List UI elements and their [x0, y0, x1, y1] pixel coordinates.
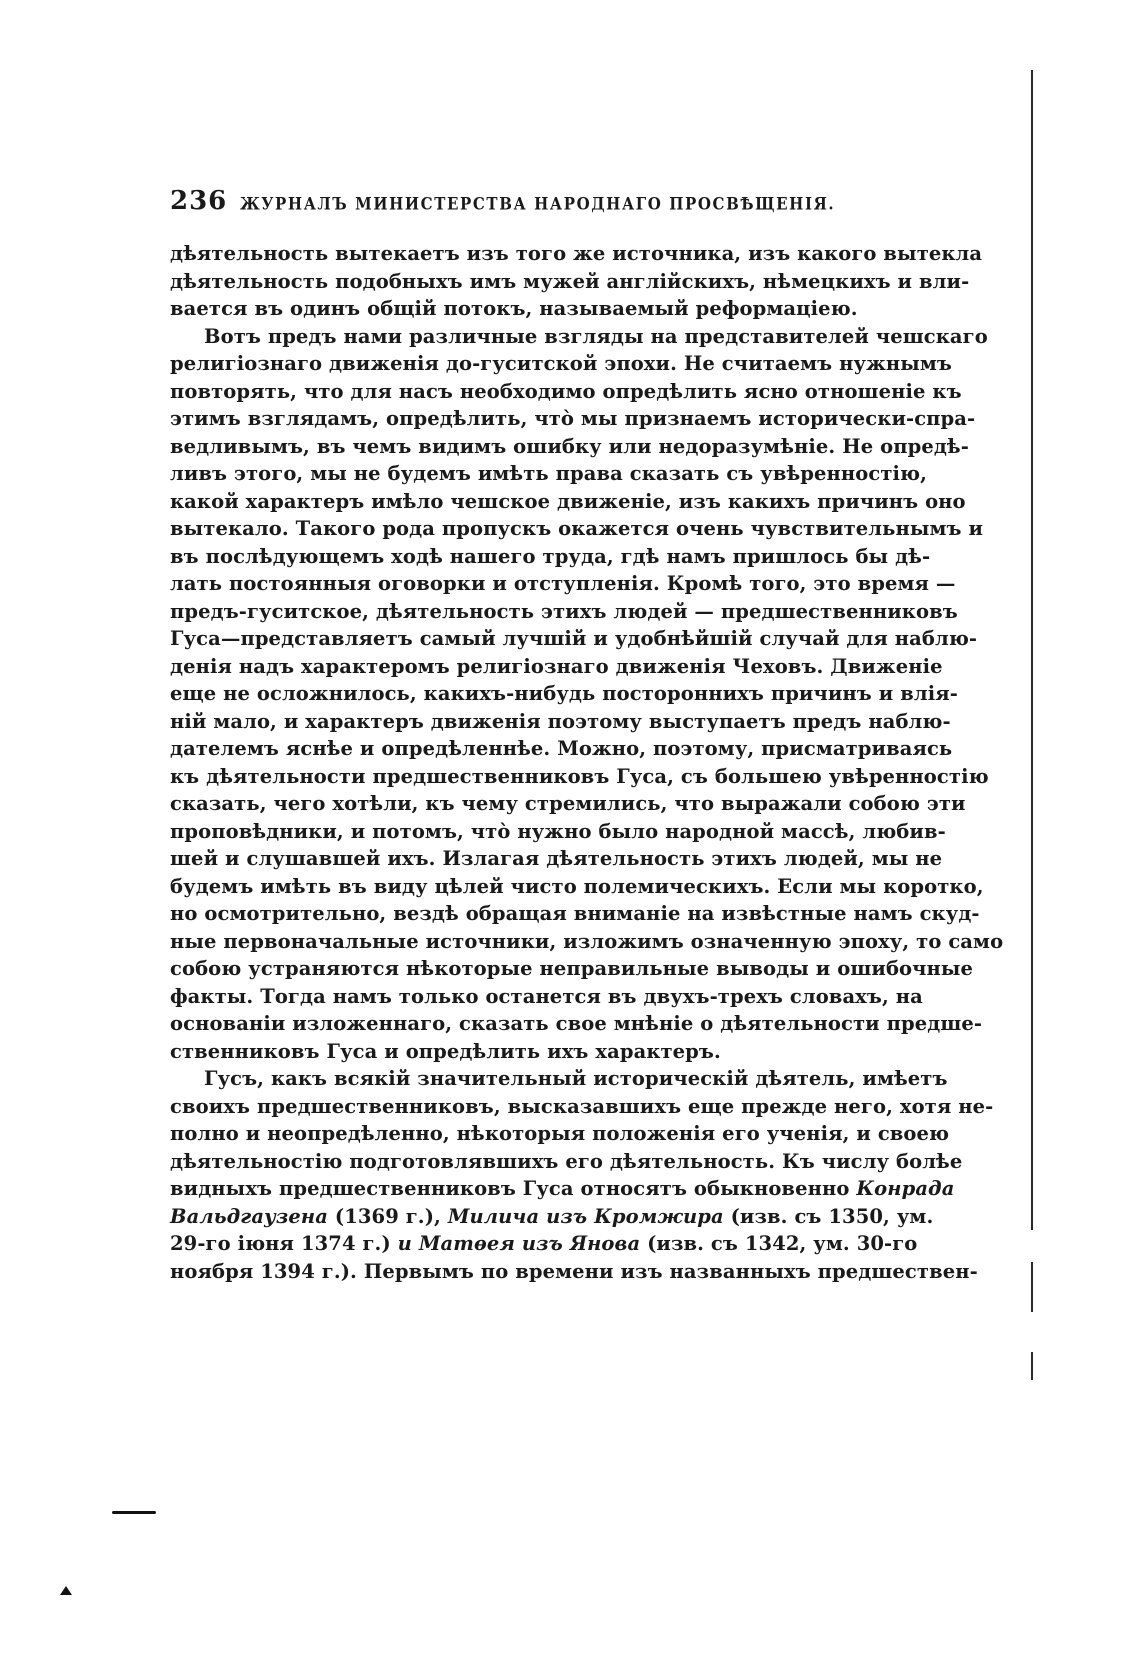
text-line: шей и слушавшей ихъ. Излагая дѣятельность этихъ людей, мы не	[170, 847, 943, 870]
text-fragment: (изв. съ 1350, ум.	[723, 1204, 934, 1228]
text-line: основаніи изложеннаго, сказать свое мнѣніе о дѣятельности предше-	[170, 1012, 983, 1035]
text-line	[170, 1175, 955, 1203]
text-line: еще не осложнилось, какихъ-нибудь постороннихъ причинъ и влія-	[170, 682, 958, 705]
text-line	[170, 1203, 934, 1231]
text-line: полно и неопредѣленно, нѣкоторыя положенія его ученія, и своею	[170, 1122, 950, 1145]
text-line: проповѣдники, и потомъ, что̀ нужно было народной массѣ, любив-	[170, 819, 946, 843]
name-valdgauzen: Вальдгаузена	[170, 1204, 328, 1228]
page-edge-tick	[1031, 1262, 1033, 1312]
page-header	[170, 186, 920, 216]
text-line: факты. Тогда намъ только останется въ двухъ-трехъ словахъ, на	[170, 984, 923, 1008]
text-line: какой характеръ имѣло чешское движеніе, изъ какихъ причинъ оно	[170, 489, 966, 513]
running-title: ЖУРНАЛЪ МИНИСТЕРСТВА НАРОДНАГО ПРОСВѢЩЕНІЯ.	[240, 194, 836, 214]
text-fragment: (изв. съ 1342, ум. 30-го	[640, 1232, 918, 1255]
text-line: этимъ взглядамъ, опредѣлить, что̀ мы признаемъ исторически-спра-	[170, 407, 976, 430]
text-line: ственниковъ Гуса и опредѣлить ихъ характеръ.	[170, 1039, 721, 1063]
text-line: своихъ предшественниковъ, высказавшихъ еще прежде него, хотя не-	[170, 1094, 994, 1118]
name-milic: Милича изъ Кромжира	[447, 1204, 724, 1228]
name-konrad: Конрада	[856, 1177, 955, 1200]
text-line: религіознаго движенія до-гуситской эпохи. Не считаемъ нужнымъ	[170, 352, 952, 375]
text-line: дѣятельностію подготовлявшихъ его дѣятельность. Къ числу болѣе	[170, 1149, 963, 1173]
text-line: дѣятельность вытекаетъ изъ того же источника, изъ какого вытекла	[170, 242, 983, 265]
text-line: вытекало. Такого рода пропускъ окажется очень чувствительнымъ и	[170, 517, 984, 540]
page-edge-line	[1031, 70, 1033, 1230]
text-line: къ дѣятельности предшественниковъ Гуса, съ большею увѣренностію	[170, 764, 989, 788]
text-fragment: (1369 г.),	[327, 1204, 448, 1228]
text-line: ній мало, и характеръ движенія поэтому выступаетъ предъ наблю-	[170, 709, 951, 733]
text-line: дѣятельность подобныхъ имъ мужей англійскихъ, нѣмецкихъ и вли-	[170, 269, 970, 293]
text-fragment: видныхъ предшественниковъ Гуса относятъ обыкновенно	[170, 1177, 850, 1200]
text-line: ливъ этого, мы не будемъ имѣть права сказать съ увѣренностію,	[170, 462, 928, 485]
text-line: ноября 1394 г.). Первымъ по времени изъ названныхъ предшествен-	[170, 1259, 978, 1283]
text-line: ведливымъ, въ чемъ видимъ ошибку или недоразумѣніе. Не опредѣ-	[170, 434, 969, 458]
name-matej: Матѳея изъ Янова	[418, 1232, 641, 1255]
text-fragment: 29-го іюня 1374 г.)	[170, 1232, 398, 1255]
text-line: но осмотрительно, вездѣ обращая вниманіе на извѣстные намъ скуд-	[170, 902, 980, 925]
text-line: въ послѣдующемъ ходѣ нашего труда, гдѣ намъ пришлось бы дѣ-	[170, 544, 931, 568]
body-text	[170, 240, 1004, 1285]
page-number: 236	[170, 186, 228, 216]
paragraph-start: Гусъ, какъ всякій значительный историческій дѣятель, имѣетъ	[204, 1067, 948, 1090]
text-line: лать постоянныя оговорки и отступленія. Кромѣ того, это время —	[170, 572, 956, 595]
scan-dash-mark	[112, 1511, 156, 1514]
text-line: собою устраняются нѣкоторые неправильные выводы и ошибочные	[170, 957, 974, 980]
text-line: сказать, чего хотѣли, къ чему стремились, что выражали собою эти	[170, 792, 966, 815]
text-line: вается въ одинъ общій потокъ, называемый реформаціею.	[170, 297, 858, 320]
text-line: дателемъ яснѣе и опредѣленнѣе. Можно, поэтому, присматриваясь	[170, 737, 953, 760]
scan-triangle-mark	[60, 1586, 72, 1595]
text-line: предъ-гуситское, дѣятельность этихъ людей — предшественниковъ	[170, 599, 958, 623]
page-edge-tick-lower	[1031, 1352, 1033, 1380]
text-line	[170, 1230, 918, 1258]
paragraph-start: Вотъ предъ нами различные взгляды на представителей чешскаго	[204, 324, 988, 348]
text-line: повторять, что для насъ необходимо опредѣлить ясно отношеніе къ	[170, 379, 962, 403]
text-line: денія надъ характеромъ религіознаго движенія Чеховъ. Движеніе	[170, 654, 943, 678]
text-line: будемъ имѣть въ виду цѣлей чисто полемическихъ. Если мы коротко,	[170, 874, 984, 898]
text-line: Гуса—представляетъ самый лучшій и удобнѣйшій случай для наблю-	[170, 627, 978, 650]
conjunction: и	[397, 1232, 412, 1255]
text-line: ные первоначальные источники, изложимъ означенную эпоху, то само	[170, 929, 1004, 953]
